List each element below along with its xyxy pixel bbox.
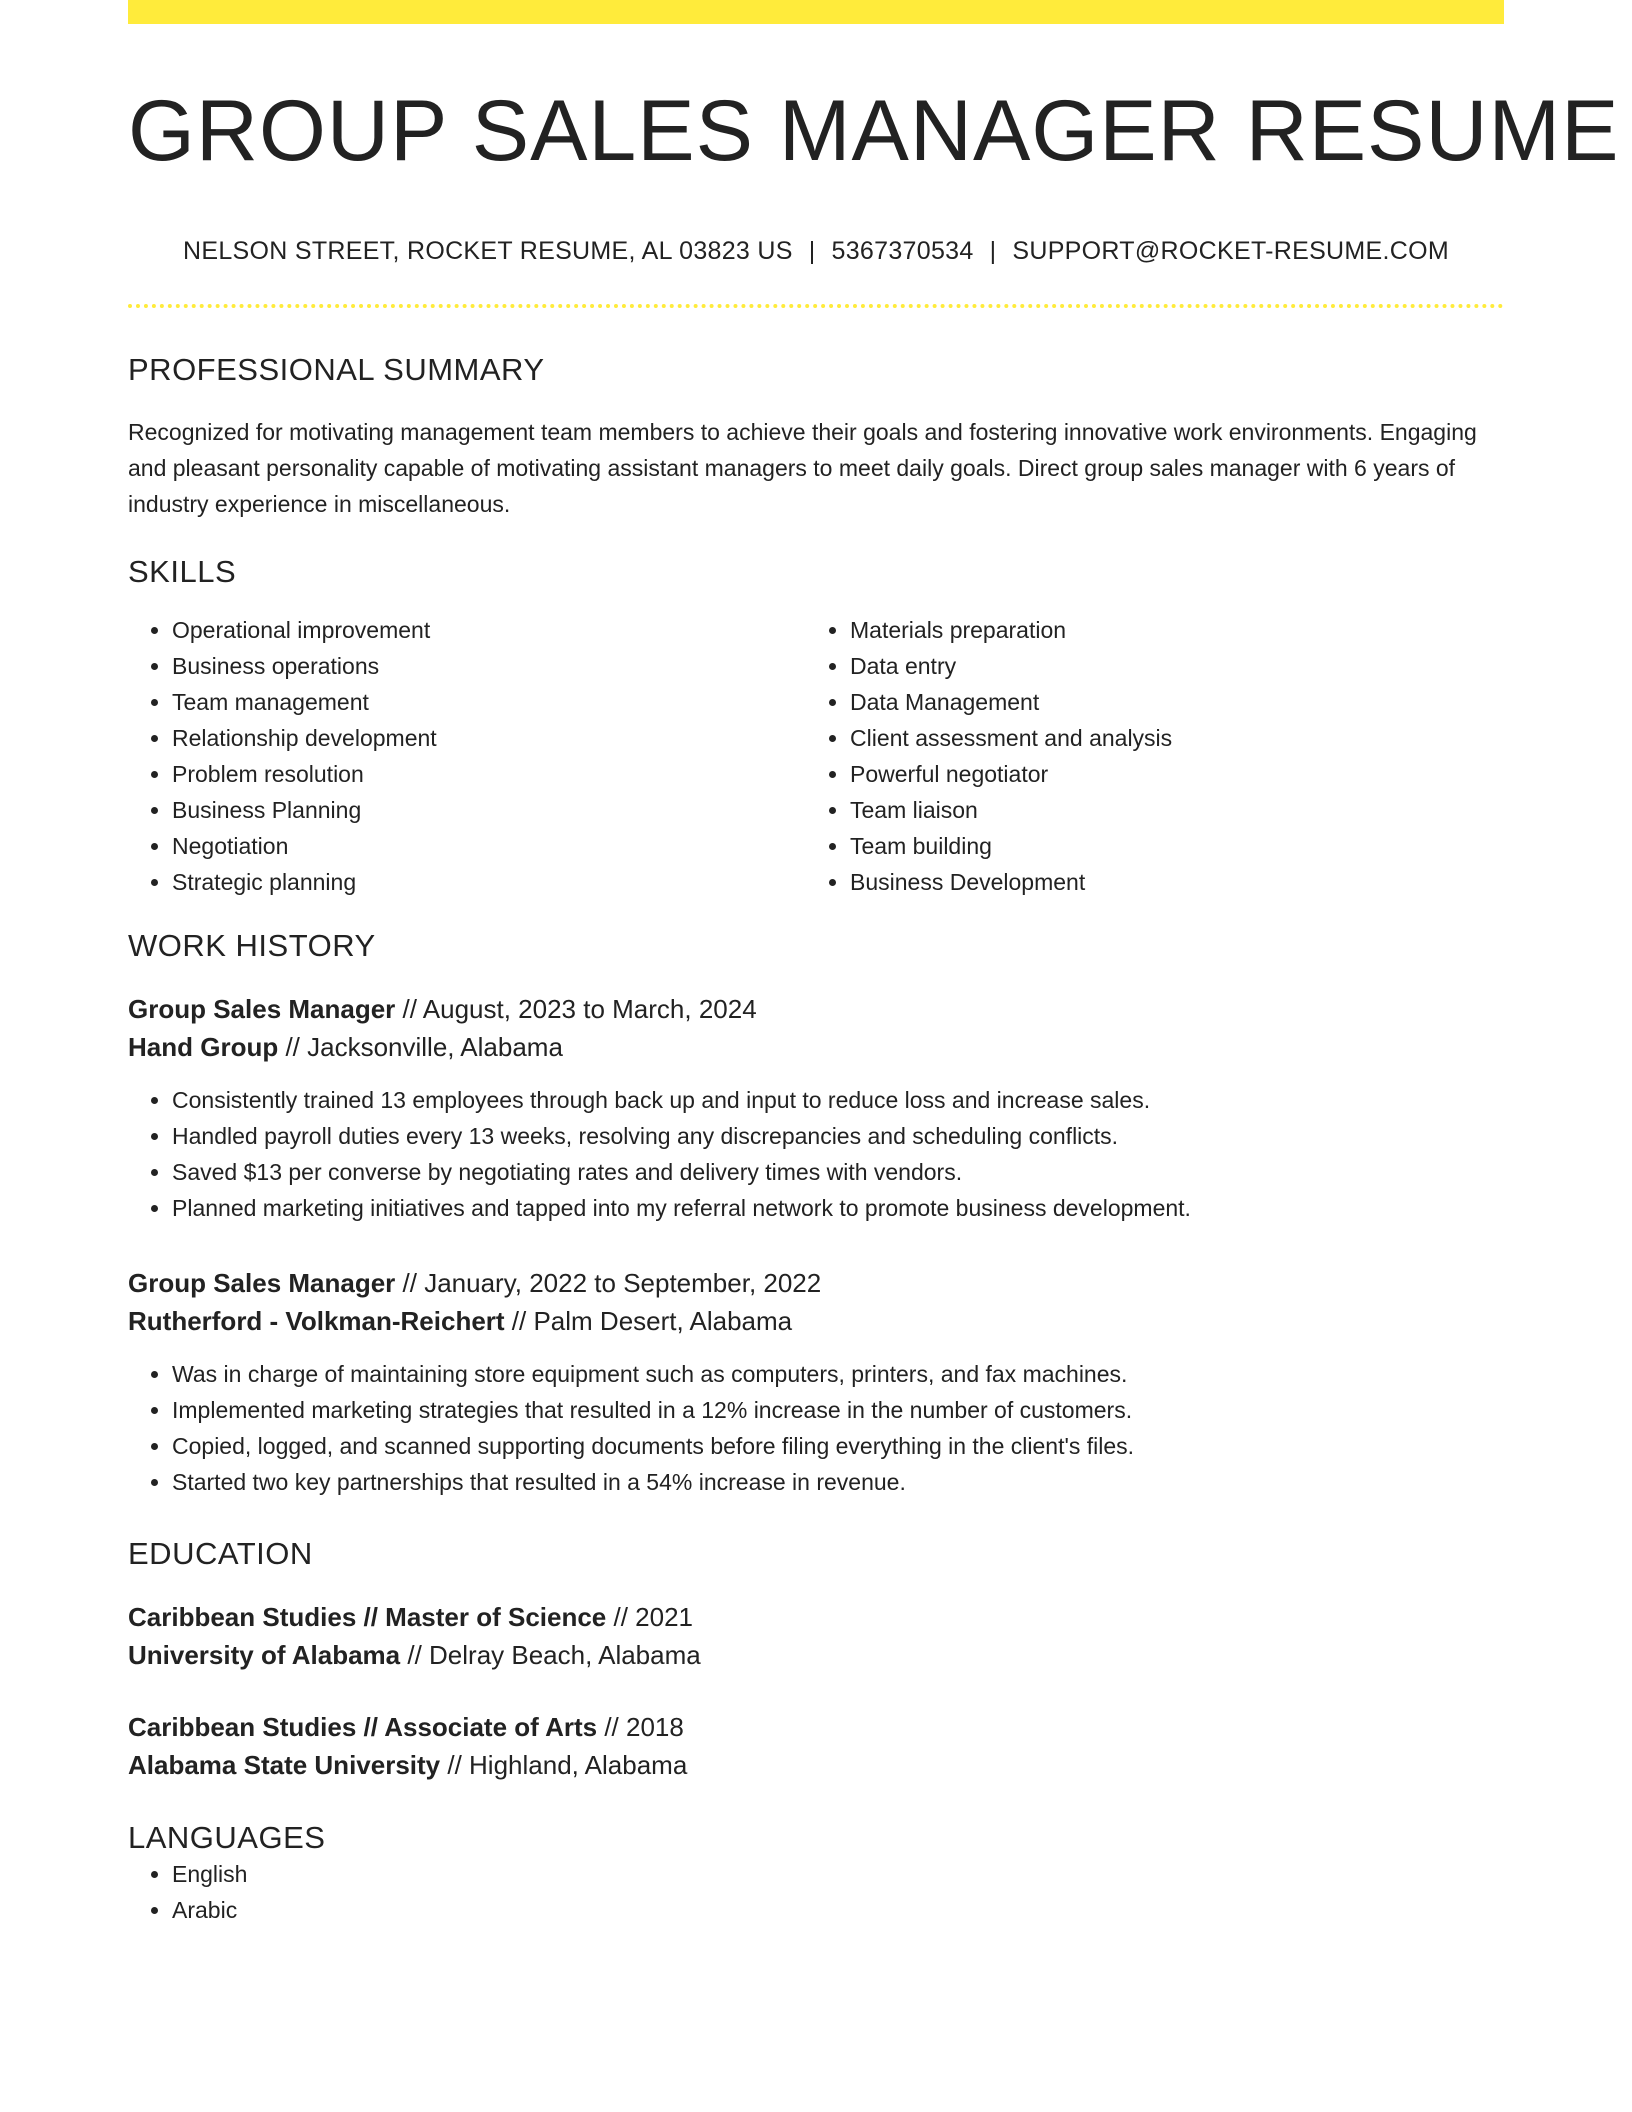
contact-separator: | — [989, 236, 997, 265]
work-history-heading: WORK HISTORY — [128, 927, 376, 963]
languages-list — [128, 1856, 1504, 1928]
job-title-line — [128, 1264, 1504, 1302]
skill-item: • Business Planning — [172, 792, 806, 828]
education-year: // 2018 — [597, 1711, 684, 1742]
education-year: // 2021 — [606, 1601, 693, 1632]
job-bullets — [128, 1082, 1504, 1226]
accent-top-bar — [128, 0, 1504, 24]
job-title: Group Sales Manager — [128, 1267, 396, 1298]
education-degree-line — [128, 1708, 1504, 1746]
skill-item: • Business operations — [172, 648, 806, 684]
skill-item: • Business Development — [850, 864, 1484, 900]
contact-email: SUPPORT@ROCKET-RESUME.COM — [1012, 236, 1449, 265]
job-bullet: • Saved $13 per converse by negotiating rates and delivery times with vendors. — [172, 1154, 1504, 1190]
education-school: Alabama State University — [128, 1749, 441, 1780]
resume-title: GROUP SALES MANAGER RESUME — [128, 83, 1620, 179]
skill-item: • Team building — [850, 828, 1484, 864]
skill-item: • Data entry — [850, 648, 1484, 684]
job-dates: // August, 2023 to March, 2024 — [395, 993, 757, 1024]
job-bullet: • Started two key partnerships that resulted in a 54% increase in revenue. — [172, 1464, 1504, 1500]
job-company: Rutherford - Volkman-Reichert — [128, 1305, 505, 1336]
job-bullets — [128, 1356, 1504, 1500]
job-dates: // January, 2022 to September, 2022 — [395, 1267, 822, 1298]
skill-item: • Team management — [172, 684, 806, 720]
skills-list-left — [128, 612, 806, 900]
education-school-line — [128, 1746, 1504, 1784]
job-company-line — [128, 1028, 1504, 1066]
contact-address: NELSON STREET, ROCKET RESUME, AL 03823 US — [182, 236, 793, 265]
job-bullet: • Was in charge of maintaining store equipment such as computers, printers, and fax machines. — [172, 1356, 1504, 1392]
skill-item: • Data Management — [850, 684, 1484, 720]
job-bullet: • Copied, logged, and scanned supporting documents before filing everything in the client's files. — [172, 1428, 1504, 1464]
education-degree: Caribbean Studies // Master of Science — [128, 1601, 607, 1632]
summary-text: Recognized for motivating management team members to achieve their goals and fostering innovative work environments. Engaging and pleasant personality capable of motivating assistant managers to meet daily goals. Direct group sales manager with 6 years of industry experience in miscellaneous. — [128, 418, 1477, 517]
job-company-line — [128, 1302, 1504, 1340]
skill-item: • Strategic planning — [172, 864, 806, 900]
education-entry — [128, 1598, 1504, 1674]
skills-columns — [128, 612, 1504, 900]
education-school-line — [128, 1636, 1504, 1674]
contact-separator: | — [808, 236, 816, 265]
education-school: University of Alabama — [128, 1639, 401, 1670]
education-degree: Caribbean Studies // Associate of Arts — [128, 1711, 598, 1742]
skills-list-right — [806, 612, 1484, 900]
education-location: // Delray Beach, Alabama — [400, 1639, 701, 1670]
job-bullet: • Planned marketing initiatives and tapped into my referral network to promote business development. — [172, 1190, 1504, 1226]
job-title-line — [128, 990, 1504, 1028]
language-item: • English — [172, 1856, 1504, 1892]
job-bullet: • Implemented marketing strategies that resulted in a 12% increase in the number of customers. — [172, 1392, 1504, 1428]
skill-item: • Materials preparation — [850, 612, 1484, 648]
education-heading: EDUCATION — [128, 1535, 313, 1571]
skill-item: • Client assessment and analysis — [850, 720, 1484, 756]
skill-item: • Powerful negotiator — [850, 756, 1484, 792]
job-location: // Jacksonville, Alabama — [278, 1031, 563, 1062]
dotted-divider — [128, 304, 1504, 308]
languages-heading: LANGUAGES — [128, 1819, 326, 1855]
job-entry — [128, 1264, 1504, 1500]
job-location: // Palm Desert, Alabama — [504, 1305, 793, 1336]
job-bullet: • Consistently trained 13 employees through back up and input to reduce loss and increase sales. — [172, 1082, 1504, 1118]
education-location: // Highland, Alabama — [440, 1749, 688, 1780]
skill-item: • Problem resolution — [172, 756, 806, 792]
skill-item: • Negotiation — [172, 828, 806, 864]
contact-line — [128, 237, 1504, 266]
job-company: Hand Group — [128, 1031, 279, 1062]
contact-phone: 5367370534 — [831, 236, 974, 265]
education-degree-line — [128, 1598, 1504, 1636]
skill-item: • Operational improvement — [172, 612, 806, 648]
language-item: • Arabic — [172, 1892, 1504, 1928]
summary-heading: PROFESSIONAL SUMMARY — [128, 351, 545, 387]
skills-heading: SKILLS — [128, 553, 237, 589]
education-entry — [128, 1708, 1504, 1784]
skill-item: • Relationship development — [172, 720, 806, 756]
resume-page — [128, 0, 1620, 1928]
job-title: Group Sales Manager — [128, 993, 396, 1024]
job-bullet: • Handled payroll duties every 13 weeks, resolving any discrepancies and scheduling conflicts. — [172, 1118, 1504, 1154]
skill-item: • Team liaison — [850, 792, 1484, 828]
job-entry — [128, 990, 1504, 1226]
